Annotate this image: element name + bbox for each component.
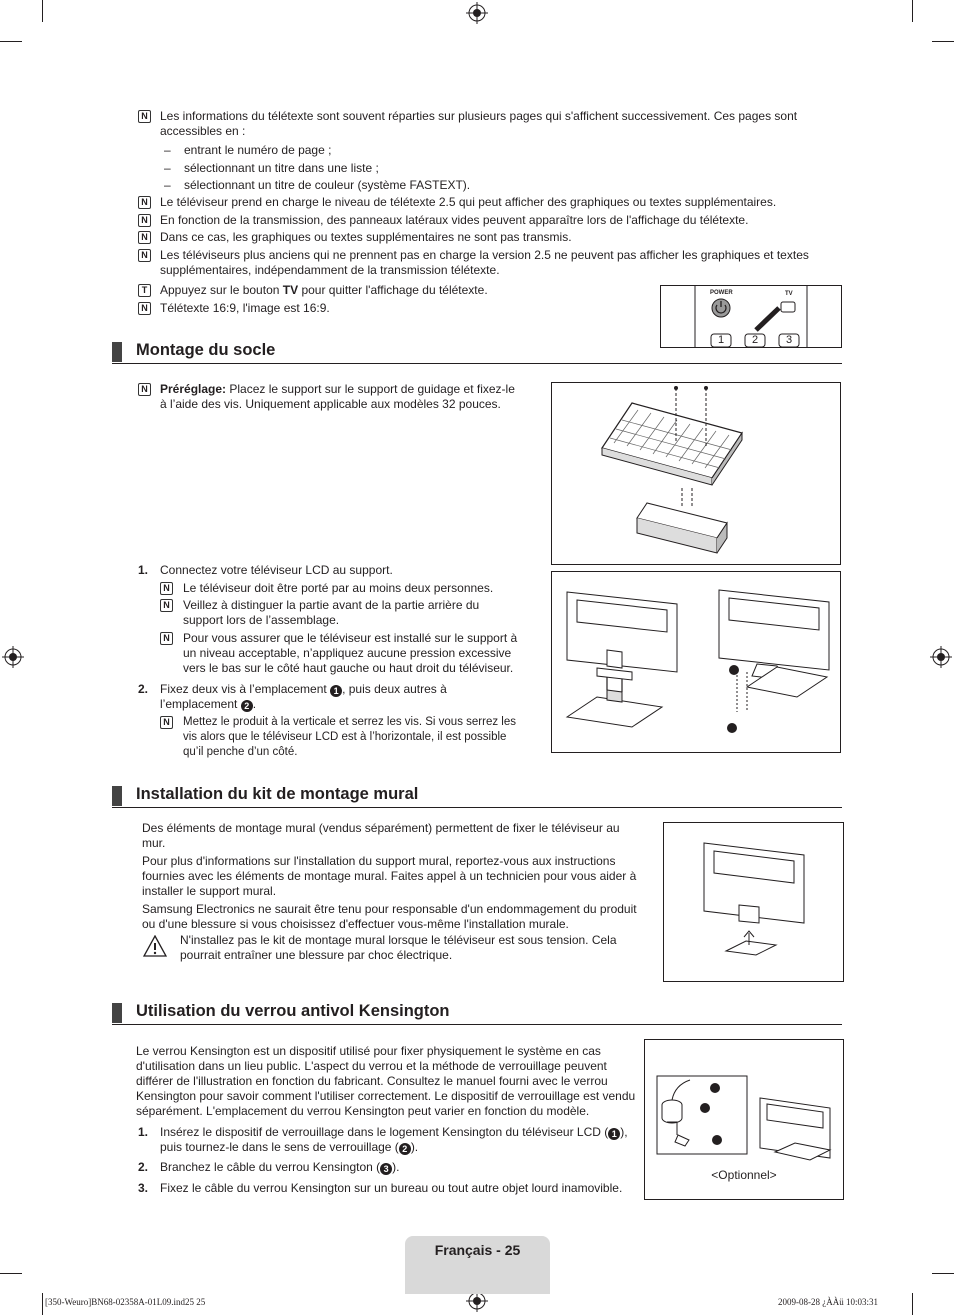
wall-paragraph: Des éléments de montage mural (vendus séparément) permettent de fixer le téléviseur au mur. [142, 821, 620, 850]
crop-mark [912, 1293, 913, 1315]
badge-1: 1 [330, 685, 342, 697]
note-icon: N [138, 302, 151, 315]
page-number: Français - 25 [434, 1242, 521, 1258]
optional-caption: <Optionnel> [711, 1168, 777, 1182]
badge-3: 3 [380, 1163, 392, 1175]
note-icon: N [160, 599, 173, 612]
crop-mark [932, 41, 954, 42]
note-icon: N [160, 632, 173, 645]
crop-mark [932, 1273, 954, 1274]
kensington-intro: Le verrou Kensington est un dispositif utilisé pour fixer physiquement le système en cas d'utilisation dans un lieu public. L'aspect du verrou et la méthode de verrouillage peuvent différer de l'illustration en fonction du fabricant. Consultez le manuel fourni avec le verrou Kensington pour savoir comment l'utiliser correctement. Le dispositif de verrouillage est vendu séparément. L'emplacement du verrou Kensington peut varier en fonction du modèle. [136, 1044, 636, 1118]
key-2: 2 [752, 334, 759, 346]
crop-mark [0, 41, 22, 42]
crop-mark [42, 0, 43, 22]
key-3: 3 [786, 334, 793, 346]
note-icon: N [160, 716, 173, 729]
wall-mount-illustration [663, 822, 844, 982]
section-divider [112, 1024, 842, 1025]
section-marker [112, 786, 122, 806]
slug-right: 2009-08-28 ¿ÀÀü 10:03:31 [778, 1297, 878, 1307]
crop-mark [912, 0, 913, 22]
wall-paragraph: Samsung Electronics ne saurait être tenu pour responsable d'un endommagement du produit ou d'une blessure si vous choisissez d'effectuer vous-même l'installation murale. [142, 902, 637, 931]
kensington-lock-illustration [644, 1039, 844, 1200]
note-icon: N [138, 196, 151, 209]
badge-2: 2 [241, 700, 253, 712]
remote-illustration [660, 285, 842, 348]
note-icon: N [138, 231, 151, 244]
tv-label: TV [785, 291, 793, 297]
registration-mark-icon [466, 2, 488, 24]
stand-guide-illustration [551, 382, 841, 565]
badge-1: 1 [608, 1128, 620, 1140]
power-label: POWER [710, 290, 733, 296]
page-number-tab [405, 1236, 550, 1294]
wall-paragraph: Pour plus d'informations sur l'installation du support mural, reportez-vous aux instructions fournies avec les éléments de montage mural. Faites appel à un technicien pour vous aider à installer le support mural. [142, 854, 637, 898]
section-divider [112, 363, 842, 364]
section-marker [112, 1003, 122, 1023]
section-title-montage: Montage du socle [136, 341, 276, 359]
note-icon: N [138, 214, 151, 227]
registration-mark-icon [2, 646, 24, 668]
key-1: 1 [718, 334, 725, 346]
slug-left: [350-Weuro]BN68-02358A-01L09.ind25 25 [45, 1297, 206, 1307]
section-title-kensington: Utilisation du verrou antivol Kensington [136, 1002, 450, 1020]
wall-warning: N'installez pas le kit de montage mural lorsque le téléviseur est sous tension. Cela pourrait entraîner une blessure par choc électrique. [180, 933, 617, 962]
registration-mark-icon [930, 646, 952, 668]
badge-2: 2 [399, 1143, 411, 1155]
note-icon: N [138, 249, 151, 262]
crop-mark [0, 1273, 22, 1274]
section-divider [112, 807, 842, 808]
section-title-wall: Installation du kit de montage mural [136, 785, 419, 803]
section-marker [112, 342, 122, 362]
note-icon: N [138, 383, 151, 396]
warning-icon [143, 935, 167, 957]
note-icon: N [160, 582, 173, 595]
crop-mark [42, 1293, 43, 1315]
tv-stand-assembly-illustration [551, 571, 841, 753]
tip-icon: T [138, 284, 151, 297]
note-icon: N [138, 110, 151, 123]
